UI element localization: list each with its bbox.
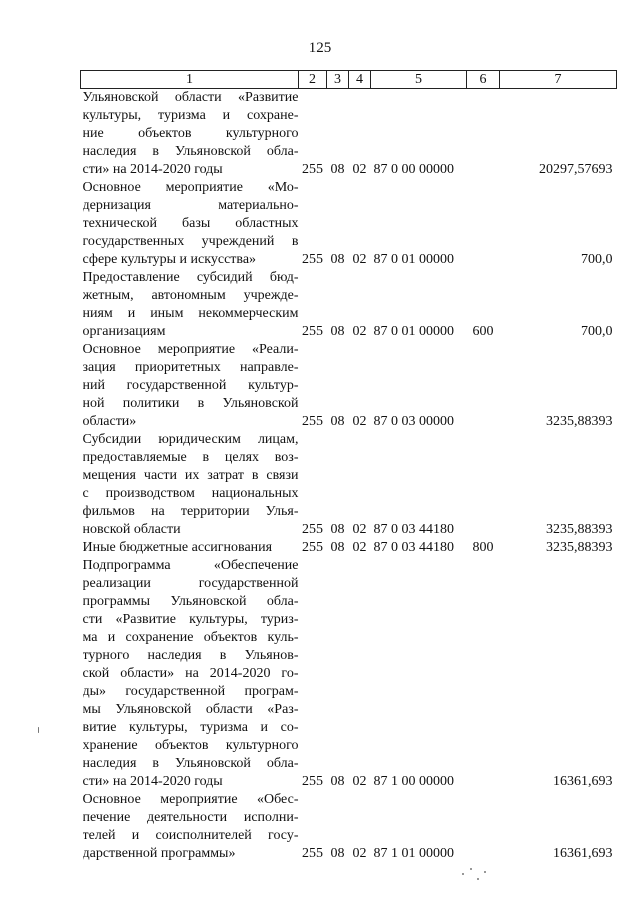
row-name bbox=[81, 791, 299, 863]
row-csr: 87 1 01 00000 bbox=[373, 846, 454, 861]
row-vr: 600 bbox=[472, 324, 494, 339]
row-rz: 08 bbox=[330, 540, 345, 555]
row-name-line: новской области bbox=[82, 522, 181, 537]
row-pr: 02 bbox=[352, 846, 367, 861]
row-name-line: зация приоритетных направле- bbox=[82, 360, 299, 375]
table-row bbox=[81, 341, 617, 431]
row-name-line: ниям и иным некоммерческим bbox=[82, 306, 299, 321]
row-ved: 255 bbox=[302, 252, 323, 267]
row-csr: 87 0 01 00000 bbox=[373, 252, 454, 267]
table-row bbox=[81, 557, 617, 791]
row-vr bbox=[467, 557, 500, 791]
row-name bbox=[81, 431, 299, 539]
row-pr: 02 bbox=[352, 522, 367, 537]
row-name bbox=[81, 89, 299, 180]
row-name-line: фильмов на территории Улья- bbox=[82, 504, 299, 519]
row-rz: 08 bbox=[330, 414, 345, 429]
row-pr: 02 bbox=[352, 774, 367, 789]
row-amount: 20297,57693 bbox=[539, 162, 613, 177]
row-rz: 08 bbox=[330, 846, 345, 861]
row-name-line: области» bbox=[82, 414, 137, 429]
header-cell-2: 2 bbox=[299, 71, 327, 89]
row-name-line: ды» государственной програм- bbox=[82, 684, 299, 699]
row-name-line: Ульяновской области «Развитие bbox=[82, 90, 299, 105]
row-name-line: ма и сохранение объектов куль- bbox=[82, 630, 299, 645]
header-row bbox=[81, 71, 617, 89]
row-pr: 02 bbox=[352, 540, 367, 555]
row-ved: 255 bbox=[302, 846, 323, 861]
row-name-line: дарственной программы» bbox=[82, 846, 236, 861]
row-pr: 02 bbox=[352, 324, 367, 339]
row-pr: 02 bbox=[352, 162, 367, 177]
header-cell-7: 7 bbox=[500, 71, 617, 89]
row-vr bbox=[467, 179, 500, 269]
row-amount: 3235,88393 bbox=[546, 522, 613, 537]
row-name bbox=[81, 179, 299, 269]
row-rz: 08 bbox=[330, 162, 345, 177]
row-rz: 08 bbox=[330, 324, 345, 339]
row-name-line: технической базы областных bbox=[82, 216, 299, 231]
row-amount: 3235,88393 bbox=[546, 540, 613, 555]
row-pr: 02 bbox=[352, 414, 367, 429]
row-name-line: Предоставление субсидий бюд- bbox=[82, 270, 299, 285]
row-name-line: печение деятельности исполни- bbox=[82, 810, 299, 825]
row-name-line: телей и соисполнителей госу- bbox=[82, 828, 299, 843]
scan-speck bbox=[462, 873, 464, 875]
table-header bbox=[81, 71, 617, 89]
row-name-line: государственных учреждений в bbox=[82, 234, 299, 249]
row-amount: 16361,693 bbox=[553, 774, 613, 789]
row-csr: 87 0 03 44180 bbox=[373, 522, 454, 537]
table-row bbox=[81, 431, 617, 539]
row-name-line: турного наследия в Ульянов- bbox=[82, 648, 299, 663]
row-vr bbox=[467, 341, 500, 431]
row-amount: 3235,88393 bbox=[546, 414, 613, 429]
row-ved: 255 bbox=[302, 540, 323, 555]
table-row bbox=[81, 791, 617, 863]
table-row bbox=[81, 179, 617, 269]
row-name-line: ние объектов культурного bbox=[82, 126, 299, 141]
row-name-line: Основное мероприятие «Мо- bbox=[82, 180, 299, 195]
row-name-line: наследия в Ульяновской обла- bbox=[82, 756, 299, 771]
row-vr bbox=[467, 89, 500, 180]
page-number: 125 bbox=[308, 40, 332, 56]
row-name-line: ной политики в Ульяновской bbox=[82, 396, 299, 411]
table-row bbox=[81, 89, 617, 180]
row-amount: 700,0 bbox=[581, 324, 613, 339]
row-name-line: сти» на 2014-2020 годы bbox=[82, 774, 223, 789]
row-name bbox=[81, 269, 299, 341]
row-name-line: реализации государственной bbox=[82, 576, 299, 591]
row-name-line: дернизация материально- bbox=[82, 198, 299, 213]
row-csr: 87 0 00 00000 bbox=[373, 162, 454, 177]
row-name-line: Иные бюджетные ассигнования bbox=[82, 540, 273, 555]
row-rz: 08 bbox=[330, 252, 345, 267]
header-cell-3: 3 bbox=[327, 71, 349, 89]
row-vr bbox=[467, 791, 500, 863]
scan-speck bbox=[470, 868, 472, 870]
row-name-line: Основное мероприятие «Реали- bbox=[82, 342, 299, 357]
row-ved: 255 bbox=[302, 162, 323, 177]
row-ved: 255 bbox=[302, 414, 323, 429]
row-name-line: наследия в Ульяновской обла- bbox=[82, 144, 299, 159]
row-name-line: мы Ульяновской области «Раз- bbox=[82, 702, 299, 717]
scan-speck bbox=[477, 878, 479, 880]
row-name-line: Подпрограмма «Обеспечение bbox=[82, 558, 299, 573]
row-name-line: предоставляемые в целях воз- bbox=[82, 450, 299, 465]
row-csr: 87 1 00 00000 bbox=[373, 774, 454, 789]
row-name-line: Основное мероприятие «Обес- bbox=[82, 792, 299, 807]
scan-speck bbox=[38, 727, 39, 733]
scan-speck bbox=[484, 871, 486, 873]
row-ved: 255 bbox=[302, 774, 323, 789]
row-ved: 255 bbox=[302, 522, 323, 537]
header-cell-4: 4 bbox=[349, 71, 371, 89]
row-csr: 87 0 03 44180 bbox=[373, 540, 454, 555]
row-name bbox=[81, 539, 299, 557]
row-pr: 02 bbox=[352, 252, 367, 267]
header-cell-1: 1 bbox=[81, 71, 299, 89]
row-name-line: сти «Развитие культуры, туриз- bbox=[82, 612, 299, 627]
row-name-line: программы Ульяновской обла- bbox=[82, 594, 299, 609]
row-rz: 08 bbox=[330, 522, 345, 537]
row-name-line: организациям bbox=[82, 324, 166, 339]
row-name bbox=[81, 341, 299, 431]
table-row bbox=[81, 269, 617, 341]
header-cell-6: 6 bbox=[467, 71, 500, 89]
table-row bbox=[81, 539, 617, 557]
row-ved: 255 bbox=[302, 324, 323, 339]
row-amount: 700,0 bbox=[581, 252, 613, 267]
row-csr: 87 0 03 00000 bbox=[373, 414, 454, 429]
row-vr bbox=[467, 431, 500, 539]
row-name-line: с производством национальных bbox=[82, 486, 299, 501]
row-name-line: сфере культуры и искусства» bbox=[82, 252, 257, 267]
row-name-line: культуры, туризма и сохране- bbox=[82, 108, 299, 123]
row-name-line: ний государственной культур- bbox=[82, 378, 299, 393]
row-name-line: витие культуры, туризма и со- bbox=[82, 720, 299, 735]
row-name bbox=[81, 557, 299, 791]
row-name-line: сти» на 2014-2020 годы bbox=[82, 162, 223, 177]
row-name-line: Субсидии юридическим лицам, bbox=[82, 432, 299, 447]
table-body bbox=[81, 89, 617, 864]
row-amount: 16361,693 bbox=[553, 846, 613, 861]
row-rz: 08 bbox=[330, 774, 345, 789]
row-name-line: жетным, автономным учрежде- bbox=[82, 288, 299, 303]
row-name-line: ской области» на 2014-2020 го- bbox=[82, 666, 299, 681]
row-vr: 800 bbox=[472, 540, 494, 555]
header-cell-5: 5 bbox=[371, 71, 467, 89]
row-name-line: хранение объектов культурного bbox=[82, 738, 299, 753]
row-name-line: мещения части их затрат в связи bbox=[82, 468, 299, 483]
budget-table bbox=[80, 70, 617, 863]
row-csr: 87 0 01 00000 bbox=[373, 324, 454, 339]
